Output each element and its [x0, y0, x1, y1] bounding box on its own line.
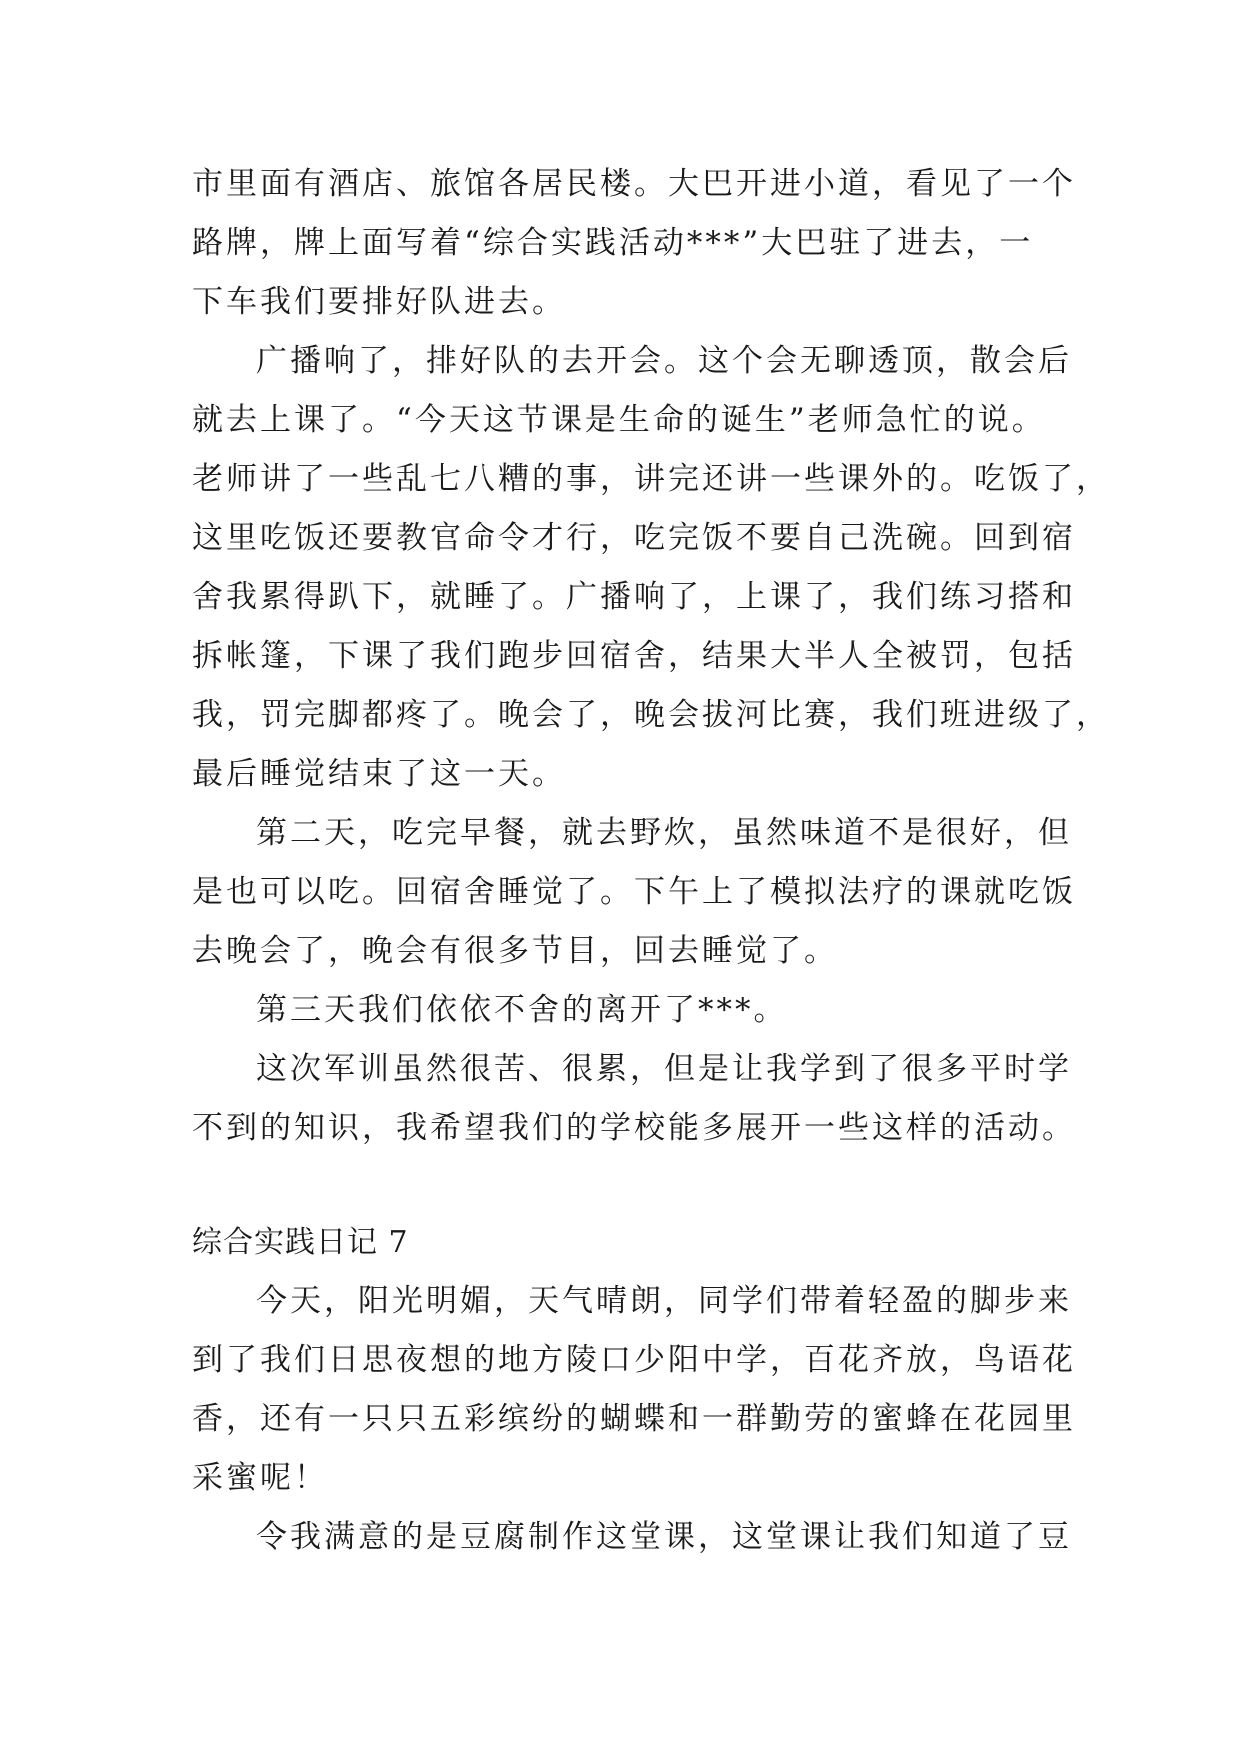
text-line: 老师讲了一些乱七八糟的事，讲完还讲一些课外的。吃饭了，: [192, 461, 1110, 497]
text-line: 去晚会了，晚会有很多节目，回去睡觉了。: [192, 933, 838, 969]
text-line: 这里吃饭还要教官命令才行，吃完饭不要自己洗碗。回到宿: [192, 520, 1076, 556]
paragraph: [192, 1272, 1076, 1508]
paragraph: [192, 804, 1076, 981]
text-line: 今天，阳光明媚，天气晴朗，同学们带着轻盈的脚步来: [256, 1283, 1072, 1319]
text-line: 舍我累得趴下，就睡了。广播响了，上课了，我们练习搭和: [192, 579, 1076, 615]
text-line: 我，罚完脚都疼了。晚会了，晚会拔河比赛，我们班进级了，: [192, 697, 1110, 733]
paragraph: [192, 1508, 1072, 1567]
paragraph: [192, 981, 1072, 1040]
document-body: [192, 155, 1110, 1567]
text-line: 是也可以吃。回宿舍睡觉了。下午上了模拟法疗的课就吃饭: [192, 874, 1076, 910]
section-gap: [192, 1158, 1072, 1213]
paragraph: [192, 155, 1076, 332]
text-line: 最后睡觉结束了这一天。: [192, 756, 566, 792]
paragraph: [192, 332, 1110, 804]
text-line: 第三天我们依依不舍的离开了***。: [256, 992, 788, 1028]
text-line: 到了我们日思夜想的地方陵口少阳中学，百花齐放，鸟语花: [192, 1342, 1076, 1378]
text-line: 拆帐篷，下课了我们跑步回宿舍，结果大半人全被罚，包括: [192, 638, 1076, 674]
text-line: 就去上课了。“今天这节课是生命的诞生”老师急忙的说。: [192, 402, 1046, 438]
text-line: 下车我们要排好队进去。: [192, 284, 566, 320]
text-line: 香，还有一只只五彩缤纷的蝴蝶和一群勤劳的蜜蜂在花园里: [192, 1401, 1076, 1437]
paragraph: [192, 1040, 1076, 1158]
text-line: 第二天，吃完早餐，就去野炊，虽然味道不是很好，但: [256, 815, 1072, 851]
text-line: 路牌，牌上面写着“综合实践活动***”大巴驻了进去，一: [192, 225, 1034, 261]
text-line: 市里面有酒店、旅馆各居民楼。大巴开进小道，看见了一个: [192, 166, 1076, 202]
text-line: 采蜜呢！: [192, 1460, 328, 1496]
text-line: 广播响了，排好队的去开会。这个会无聊透顶，散会后: [256, 343, 1072, 379]
text-line: 这次军训虽然很苦、很累，但是让我学到了很多平时学: [256, 1051, 1072, 1087]
text-line: 令我满意的是豆腐制作这堂课，这堂课让我们知道了豆: [256, 1519, 1072, 1555]
text-line: 不到的知识，我希望我们的学校能多展开一些这样的活动。: [192, 1110, 1076, 1146]
section-title: 综合实践日记 7: [192, 1225, 409, 1260]
